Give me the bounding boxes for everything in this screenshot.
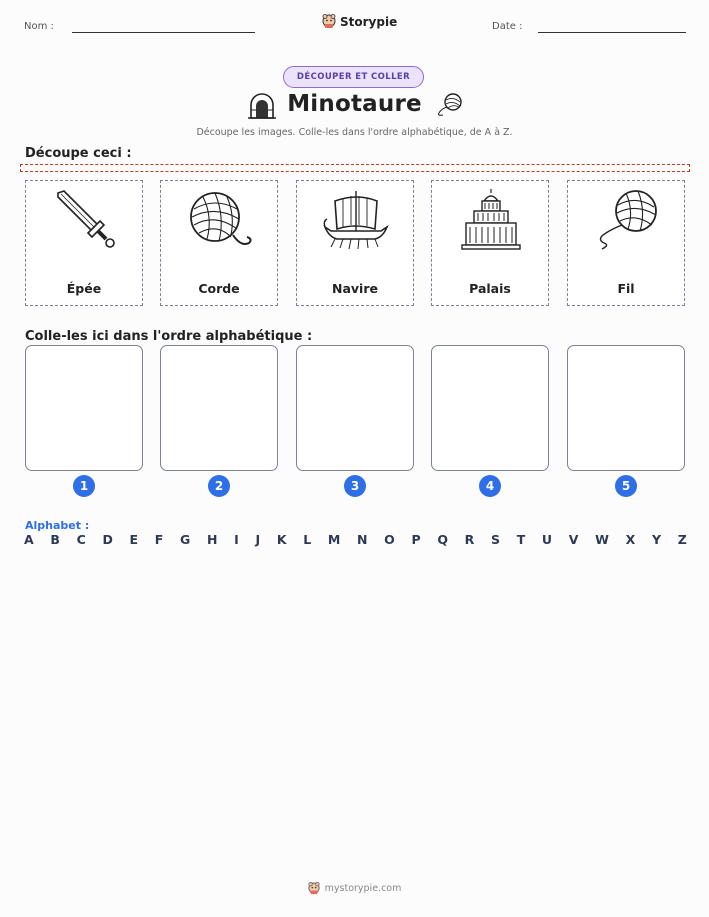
slot-number-2: 2 — [208, 475, 230, 497]
alphabet-letter: Q — [437, 532, 448, 547]
yarn-ball-icon — [592, 187, 662, 257]
alphabet-letter: S — [490, 532, 500, 547]
alphabet-letter: E — [129, 532, 139, 547]
alphabet-letter: A — [24, 532, 34, 547]
date-line[interactable] — [538, 32, 686, 33]
rope-ball-icon — [185, 187, 255, 257]
card-label: Épée — [66, 281, 102, 296]
alphabet-letter: L — [303, 532, 312, 547]
alphabet-letter: G — [180, 532, 191, 547]
cut-line — [20, 164, 690, 172]
cut-card-fil[interactable] — [567, 180, 685, 306]
footer-url[interactable]: mystorypie.com — [324, 883, 402, 894]
alphabet-label: Alphabet : — [25, 519, 90, 532]
alphabet-letter: R — [464, 532, 475, 547]
alphabet-letter: B — [50, 532, 60, 547]
alphabet-letter: K — [276, 532, 287, 547]
card-label: Corde — [198, 281, 240, 296]
storypie-mascot-icon — [322, 14, 336, 29]
alphabet-letter: X — [625, 532, 636, 547]
cut-section-heading: Découpe ceci : — [25, 146, 132, 161]
alphabet-letter: I — [234, 532, 239, 547]
slot-number-4: 4 — [479, 475, 501, 497]
palace-icon — [456, 187, 526, 257]
alphabet-letter: P — [411, 532, 421, 547]
alphabet-letter: O — [384, 532, 395, 547]
yarn-ball-small-icon — [435, 92, 463, 118]
footer — [0, 882, 709, 895]
card-label: Palais — [469, 281, 511, 296]
alphabet-letter: F — [154, 532, 164, 547]
alphabet-letter: J — [255, 532, 261, 547]
alphabet-letter: Y — [651, 532, 661, 547]
alphabet-row — [24, 532, 687, 547]
alphabet-letter: D — [102, 532, 113, 547]
activity-badge: DÉCOUPER ET COLLER — [283, 66, 424, 88]
alphabet-letter: V — [568, 532, 579, 547]
page-title: Minotaure — [287, 91, 422, 117]
card-label: Fil — [617, 281, 635, 296]
date-label: Date : — [492, 21, 523, 32]
slot-number-5: 5 — [615, 475, 637, 497]
instructions: Découpe les images. Colle-les dans l'ordre alphabétique, de A à Z. — [196, 127, 513, 138]
card-label: Navire — [332, 281, 378, 296]
paste-section-heading: Colle-les ici dans l'ordre alphabétique : — [25, 329, 313, 344]
cut-card-palais[interactable] — [431, 180, 549, 306]
cut-card-corde[interactable] — [160, 180, 278, 306]
alphabet-letter: U — [541, 532, 553, 547]
sword-icon — [50, 187, 120, 257]
ship-icon — [321, 187, 391, 257]
paste-slot-3[interactable] — [296, 345, 414, 471]
alphabet-letter: C — [76, 532, 86, 547]
cut-card-navire[interactable] — [296, 180, 414, 306]
alphabet-letter: T — [516, 532, 526, 547]
slot-number-1: 1 — [73, 475, 95, 497]
name-label: Nom : — [24, 21, 54, 32]
storypie-mascot-icon — [308, 882, 320, 895]
name-line[interactable] — [72, 32, 255, 33]
alphabet-letter: M — [327, 532, 341, 547]
brand-name: Storypie — [340, 14, 398, 29]
alphabet-letter: Z — [677, 532, 687, 547]
alphabet-letter: W — [595, 532, 609, 547]
paste-slot-1[interactable] — [25, 345, 143, 471]
alphabet-letter: N — [356, 532, 368, 547]
paste-slot-4[interactable] — [431, 345, 549, 471]
alphabet-letter: H — [206, 532, 218, 547]
paste-slot-5[interactable] — [567, 345, 685, 471]
cut-card-epee[interactable] — [25, 180, 143, 306]
slot-number-3: 3 — [344, 475, 366, 497]
brand-logo — [322, 14, 397, 29]
paste-slot-2[interactable] — [160, 345, 278, 471]
